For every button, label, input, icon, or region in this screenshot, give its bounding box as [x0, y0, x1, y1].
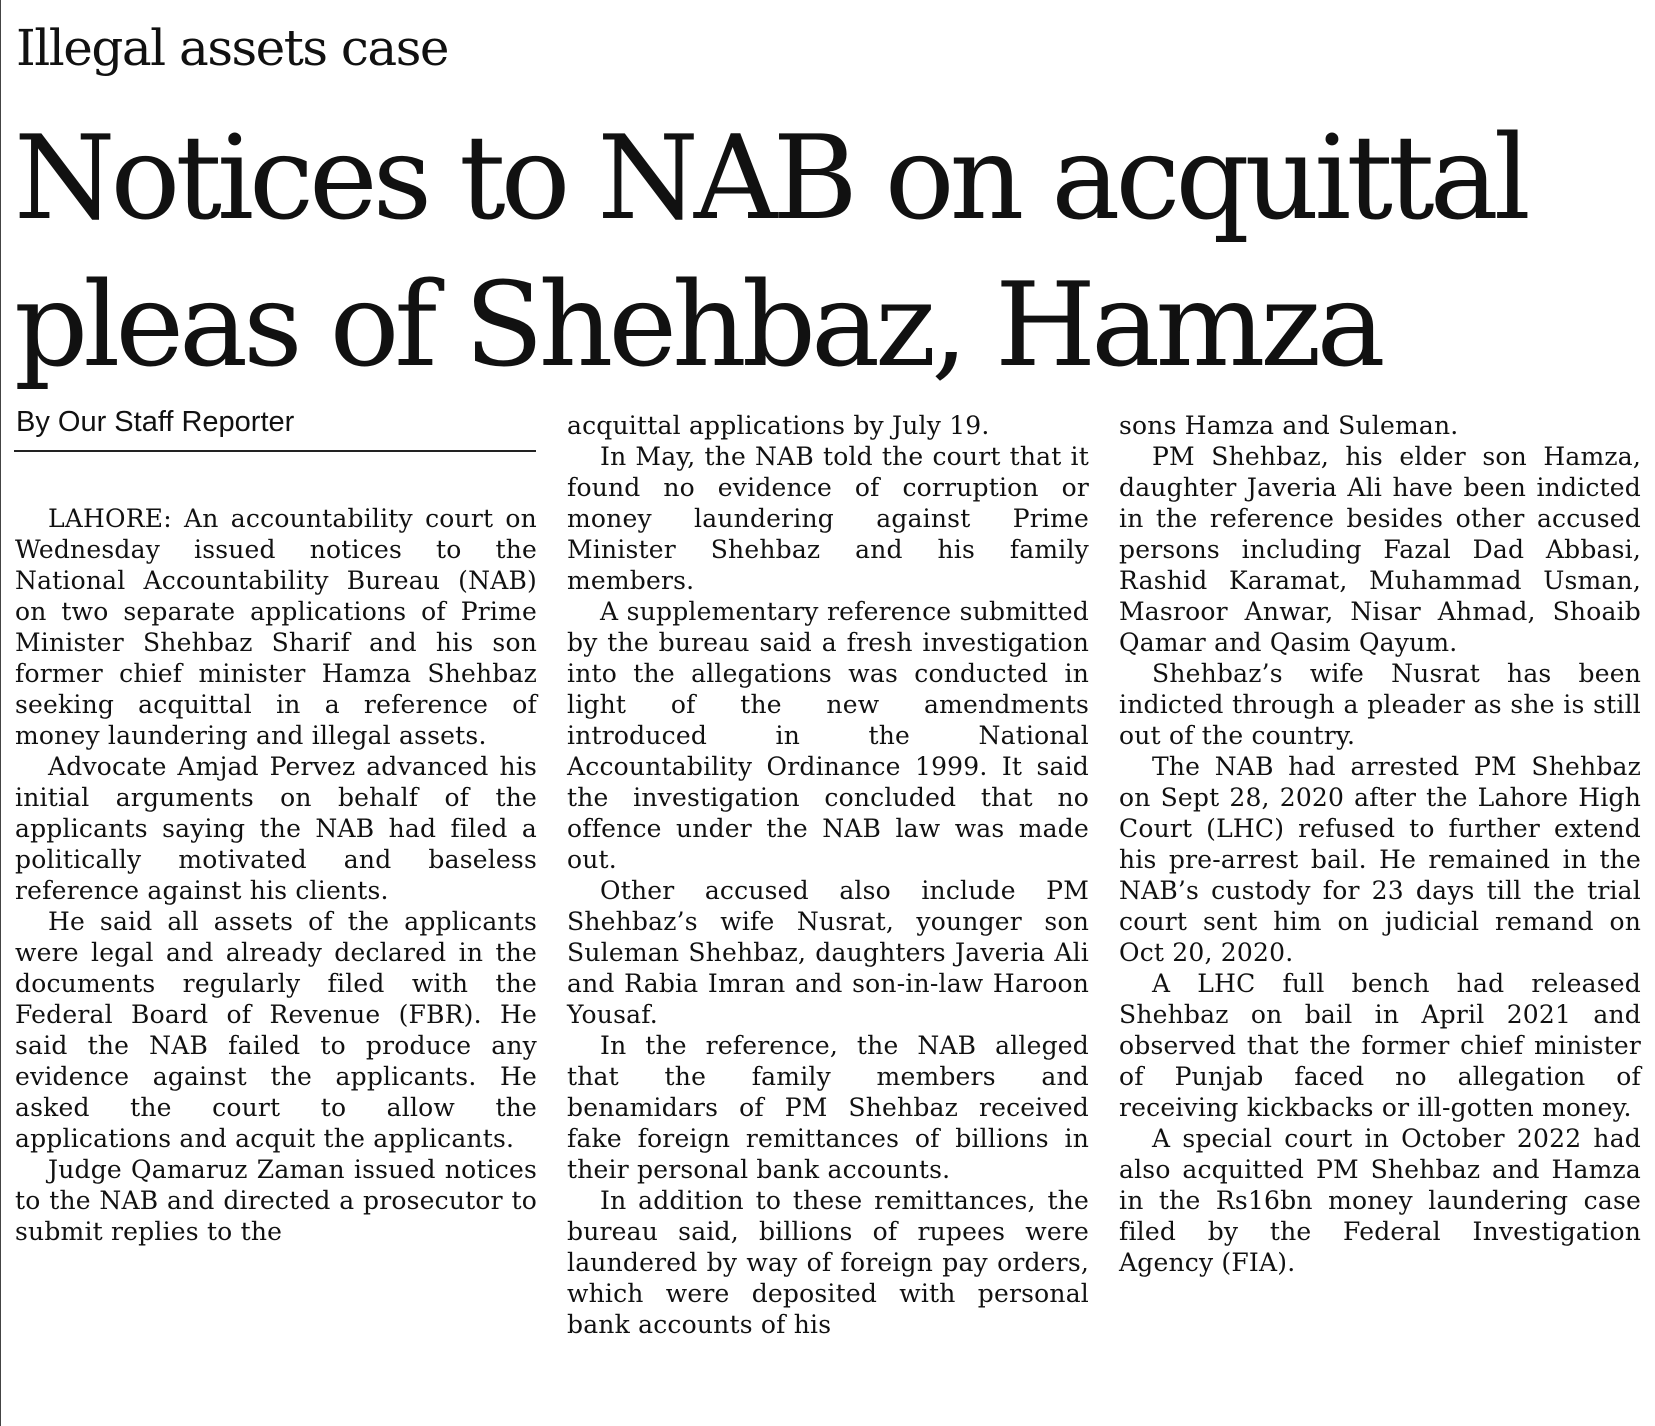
column-3-paragraph-4: The NAB had arrested PM Shehbaz on Sept 28, 2020 after the Lahore High Court (LHC) refused to further extend his pre-arrest bail. He remained in the NAB’s custody for 23 days till the trial court sent him on judicial remand on Oct 20, 2020. — [1119, 752, 1641, 967]
column-3-paragraph-2: PM Shehbaz, his elder son Hamza, daughter Javeria Ali have been indicted in the reference besides other accused persons including Fazal Dad Abbasi, Rashid Karamat, Muhammad Usman, Masroor Anwar, Nisar Ahmad, Shoaib Qamar and Qasim Qayum. — [1119, 442, 1641, 657]
column-2-paragraph-2: In May, the NAB told the court that it found no evidence of corruption or money laundering against Prime Minister Shehbaz and his family members. — [567, 442, 1089, 595]
column-2-paragraph-6: In addition to these remittances, the bureau said, billions of rupees were laundered by way of foreign pay orders, which were deposited with personal bank accounts of his — [567, 1186, 1089, 1339]
article-headline — [14, 105, 1644, 399]
headline-line-1: Notices to NAB on acquittal — [14, 111, 1526, 246]
column-1-paragraph-2: Advocate Amjad Pervez advanced his initial arguments on behalf of the applicants saying the NAB had filed a politically motivated and baseless reference against his clients. — [15, 752, 537, 905]
column-3-paragraph-1: sons Hamza and Suleman. — [1119, 411, 1459, 440]
article-column-3 — [1119, 410, 1641, 1278]
article-kicker: Illegal assets case — [16, 19, 448, 77]
column-3-paragraph-6: A special court in October 2022 had also acquitted PM Shehbaz and Hamza in the Rs16bn money laundering case filed by the Federal Investigation Agency (FIA). — [1119, 1124, 1641, 1277]
column-1-paragraph-4: Judge Qamaruz Zaman issued notices to the NAB and directed a prosecutor to submit replies to the — [15, 1155, 537, 1246]
headline-line-2: pleas of Shehbaz, Hamza — [14, 258, 1381, 393]
column-1-paragraph-3: He said all assets of the applicants were legal and already declared in the documents regularly filed with the Federal Board of Revenue (FBR). He said the NAB failed to produce any evidence against the applicants. He asked the court to allow the applications and acquit the applicants. — [15, 907, 537, 1153]
byline-divider — [14, 450, 536, 452]
article-column-2 — [567, 410, 1089, 1340]
column-2-paragraph-1: acquittal applications by July 19. — [567, 411, 990, 440]
column-3-paragraph-5: A LHC full bench had released Shehbaz on bail in April 2021 and observed that the former chief minister of Punjab faced no allegation of receiving kickbacks or ill-gotten money. — [1119, 969, 1641, 1122]
article-byline: By Our Staff Reporter — [16, 406, 295, 438]
page-left-rule — [0, 0, 1, 1426]
column-2-paragraph-4: Other accused also include PM Shehbaz’s wife Nusrat, younger son Suleman Shehbaz, daughters Javeria Ali and Rabia Imran and son-in-law Haroon Yousaf. — [567, 876, 1089, 1029]
column-2-paragraph-3: A supplementary reference submitted by the bureau said a fresh investigation into the allegations was conducted in light of the new amendments introduced in the National Accountability Ordinance 1999. It said the investigation concluded that no offence under the NAB law was made out. — [567, 597, 1089, 874]
article-column-1 — [15, 503, 537, 1247]
column-2-paragraph-5: In the reference, the NAB alleged that the family members and benamidars of PM Shehbaz received fake foreign remittances of billions in their personal bank accounts. — [567, 1031, 1089, 1184]
column-3-paragraph-3: Shehbaz’s wife Nusrat has been indicted through a pleader as she is still out of the country. — [1119, 659, 1641, 750]
column-1-paragraph-1: LAHORE: An accountability court on Wednesday issued notices to the National Accountability Bureau (NAB) on two separate applications of Prime Minister Shehbaz Sharif and his son former chief minister Hamza Shehbaz seeking acquittal in a reference of money laundering and illegal assets. — [15, 504, 537, 750]
